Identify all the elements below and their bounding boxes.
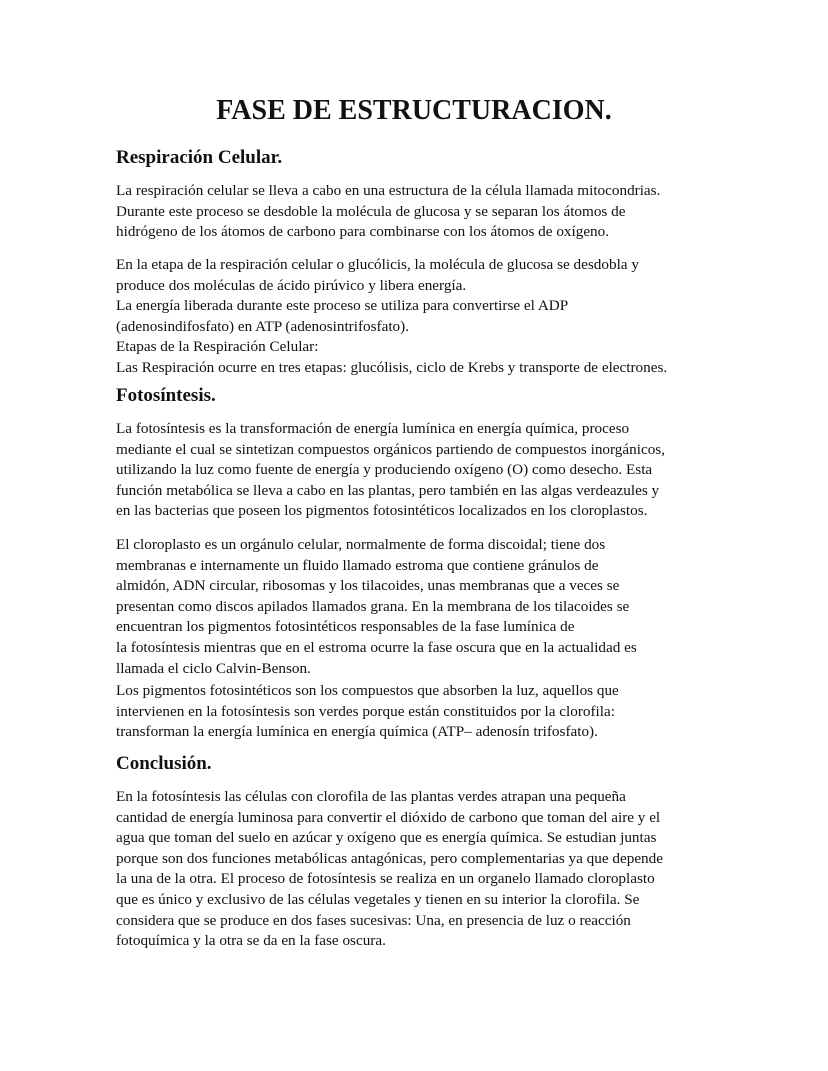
text-line: llamada el ciclo Calvin-Benson. xyxy=(116,659,311,677)
text-line: presentan como discos apilados llamados grana. En la membrana de los tilacoides se xyxy=(116,597,630,615)
text-line: agua que toman del suelo en azúcar y oxígeno que es energía química. Se estudian juntas xyxy=(116,829,657,847)
text-line: función metabólica se lleva a cabo en las plantas, pero también en las algas verdeazules y xyxy=(116,481,660,499)
text-line: hidrógeno de los átomos de carbono para combinarse con los átomos de oxígeno. xyxy=(116,223,610,241)
text-line: intervienen en la fotosíntesis son verdes porque están constituidos por la clorofila: xyxy=(116,702,615,720)
text-line: En la fotosíntesis las células con clorofila de las plantas verdes atrapan una pequeña xyxy=(116,788,626,805)
section-heading-fotosintesis: Fotosíntesis. xyxy=(116,385,216,406)
text-line: mediante el cual se sintetizan compuestos orgánicos partiendo de compuestos inorgánicos, xyxy=(116,440,665,458)
text-line: El cloroplasto es un orgánulo celular, normalmente de forma discoidal; tiene dos xyxy=(116,536,606,553)
text-line: produce dos moléculas de ácido pirúvico y libera energía. xyxy=(116,276,467,294)
text-line: Los pigmentos fotosintéticos son los compuestos que absorben la luz, aquellos que xyxy=(116,682,619,699)
text-line: fotoquímica y la otra se da en la fase oscura. xyxy=(116,932,386,950)
text-line: La fotosíntesis es la transformación de energía lumínica en energía química, proceso xyxy=(116,420,630,437)
paragraph xyxy=(116,535,736,679)
paragraph xyxy=(116,181,736,243)
section-heading-conclusion: Conclusión. xyxy=(116,753,212,774)
text-line: en las bacterias que poseen los pigmentos fotosintéticos localizados en los cloroplastos. xyxy=(116,502,648,520)
text-line: la fotosíntesis mientras que en el estroma ocurre la fase oscura que en la actualidad es xyxy=(116,638,637,656)
text-line: En la etapa de la respiración celular o glucólicis, la molécula de glucosa se desdobla y xyxy=(116,256,639,273)
text-line: La respiración celular se lleva a cabo en una estructura de la célula llamada mitocondrias. xyxy=(116,182,661,199)
text-line: Las Respiración ocurre en tres etapas: glucólisis, ciclo de Krebs y transporte de electrones. xyxy=(116,358,668,376)
paragraph xyxy=(116,787,736,952)
text-line: La energía liberada durante este proceso se utiliza para convertirse el ADP xyxy=(116,297,569,315)
paragraph xyxy=(116,419,736,522)
section-heading-respiracion: Respiración Celular. xyxy=(116,147,283,168)
text-line: que es único y exclusivo de las células vegetales y tienen en su interior la clorofila. Se xyxy=(116,890,640,908)
text-line: almidón, ADN circular, ribosomas y los tilacoides, unas membranas que a veces se xyxy=(116,577,620,595)
text-line: transforman la energía lumínica en energía química (ATP– adenosín trifosfato). xyxy=(116,723,598,741)
text-line: utilizando la luz como fuente de energía y produciendo oxígeno (O) como desecho. Esta xyxy=(116,461,653,479)
paragraph xyxy=(116,255,736,379)
text-line: la una de la otra. El proceso de fotosíntesis se realiza en un organelo llamado cloroplasto xyxy=(116,870,655,888)
text-line: porque son dos funciones metabólicas antagónicas, pero complementarias ya que depende xyxy=(116,849,663,867)
text-line: encuentran los pigmentos fotosintéticos responsables de la fase lumínica de xyxy=(116,618,575,636)
text-line: cantidad de energía luminosa para convertir el dióxido de carbono que toman del aire y el xyxy=(116,808,661,826)
text-line: membranas e internamente un fluido llamado estroma que contiene gránulos de xyxy=(116,556,599,574)
paragraph xyxy=(116,681,736,743)
text-line: Etapas de la Respiración Celular: xyxy=(116,338,319,356)
text-line: considera que se produce en dos fases sucesivas: Una, en presencia de luz o reacción xyxy=(116,911,631,929)
document-title: FASE DE ESTRUCTURACION. xyxy=(216,95,612,126)
text-line: (adenosindifosfato) en ATP (adenosintrifosfato). xyxy=(116,317,409,335)
text-line: Durante este proceso se desdoble la molécula de glucosa y se separan los átomos de xyxy=(116,202,626,220)
